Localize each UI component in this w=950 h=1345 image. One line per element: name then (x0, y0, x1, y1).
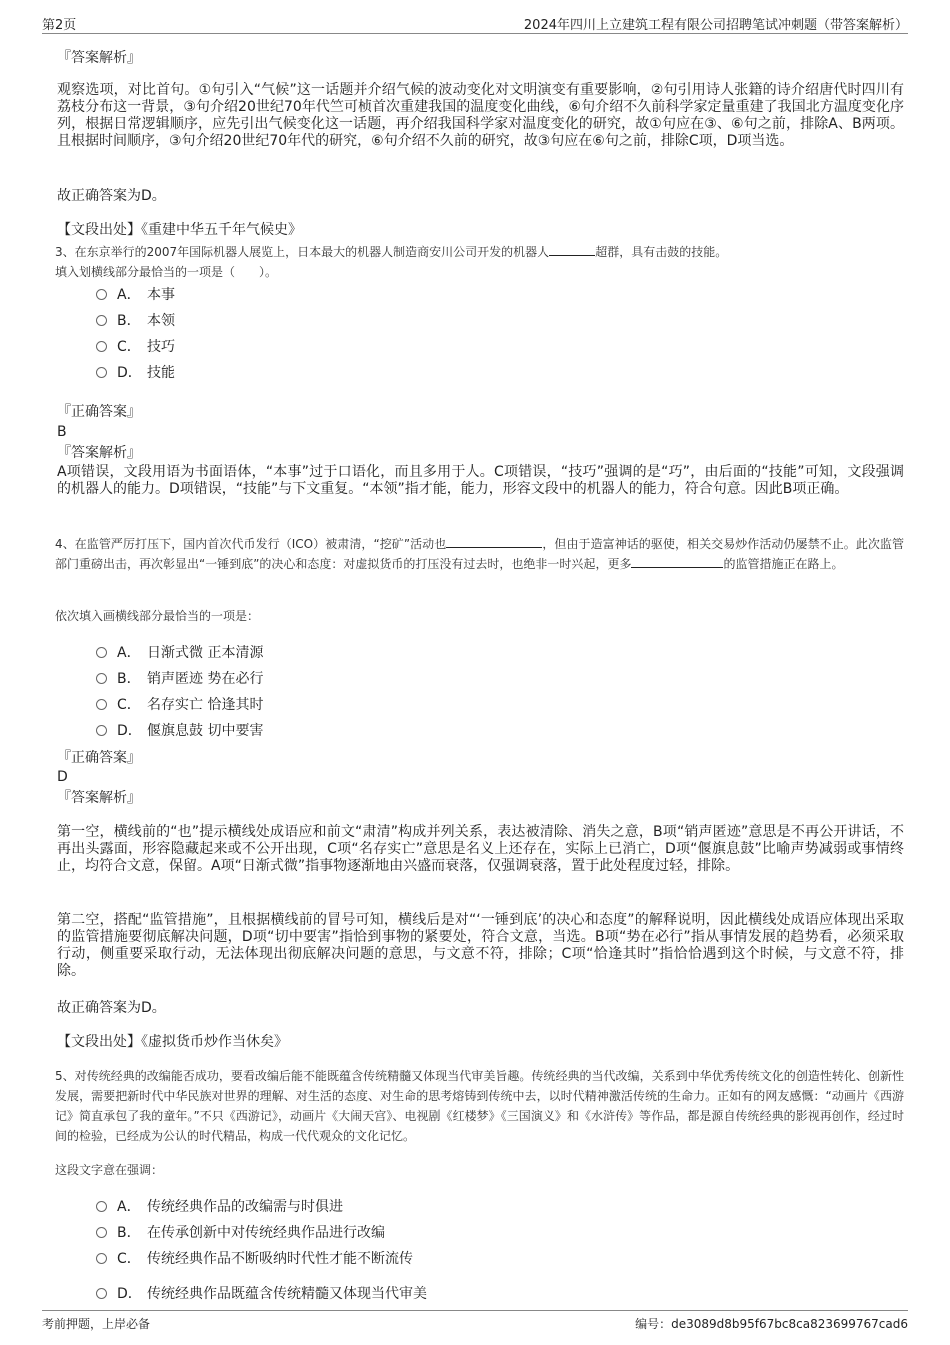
option-letter: B． (117, 671, 141, 687)
option-letter: D． (117, 1286, 142, 1302)
q4-stem-part2: ，但由于造富神话的驱使，相关交易炒作活动仍屡禁不止。此次监管部门重磅出击，再次彰显出“一锤到底”的决心和态度：对虚拟货币的打压没有过去时，也绝非一时兴起，更多 (55, 537, 904, 571)
footer-slogan: 考前押题，上岸必备 (42, 1317, 151, 1331)
radio-icon[interactable] (96, 673, 107, 684)
option-letter: A． (117, 645, 141, 661)
q4-answer: D (57, 769, 68, 785)
q3-instruction: 填入划横线部分最恰当的一项是（ ）。 (55, 265, 278, 279)
q5-option-a[interactable] (96, 1198, 343, 1216)
option-text: 技巧 (147, 339, 175, 355)
document-title: 2024年四川上立建筑工程有限公司招聘笔试冲刺题（带答案解析） (523, 18, 908, 33)
q4-option-d[interactable] (96, 722, 263, 740)
radio-icon[interactable] (96, 647, 107, 658)
option-letter: B． (117, 1225, 141, 1241)
footer-code-value: de3089d8b95f67bc8ca823699767cad6 (671, 1317, 908, 1331)
q5-option-d[interactable] (96, 1285, 427, 1303)
q2-analysis-text: 观察选项，对比首句。①句引入“气候”这一话题并介绍气候的波动变化对文明演变有重要影响，②句引用诗人张籍的诗介绍唐代时四川有荔枝分布这一背景，③句介绍20世纪70年代竺可桢首次重建我国的温度变化曲线，⑥句介绍不久前科学家定量重建了我国北方温度变化序列，根据日常逻辑顺序，应先引出气候变化这一话题，再介绍我国科学家对温度变化的研究，故①句应在③、⑥句之前，排除A、B两项。且根据时间顺序，③句介绍20世纪70年代的研究，⑥句介绍不久前的研究，故③句应在⑥句之前，排除C项，D项当选。 (57, 82, 904, 149)
radio-icon[interactable] (96, 1201, 107, 1212)
option-letter: C． (117, 339, 141, 355)
q4-option-b[interactable] (96, 670, 263, 688)
q4-stem-part1: 4、在监管严厉打压下，国内首次代币发行（ICO）被肃清，“挖矿”活动也 (55, 537, 447, 551)
option-letter: D． (117, 365, 142, 381)
q3-stem-before: 3、在东京举行的2007年国际机器人展览上，日本最大的机器人制造商安川公司开发的机器人 (55, 245, 550, 259)
q4-blank-2 (631, 567, 723, 568)
page-footer (42, 1312, 908, 1330)
q2-source-prefix: 【文段出处】 (57, 222, 141, 238)
q4-source (57, 1034, 288, 1051)
q3-blank (549, 255, 595, 256)
option-text: 传统经典作品的改编需与时俱进 (147, 1199, 343, 1215)
q4-stem (55, 534, 904, 574)
option-text: 传统经典作品既蕴含传统精髓又体现当代审美 (147, 1286, 427, 1302)
q3-stem-after: 超群，具有击鼓的技能。 (595, 245, 728, 259)
q4-stem-part3: 的监管措施正在路上。 (723, 557, 844, 571)
page-number: 第2页 (42, 18, 77, 33)
q3-stem (55, 242, 904, 262)
q3-option-d[interactable] (96, 364, 175, 382)
q4-analysis-p2: 第二空，搭配“监管措施”，且根据横线前的冒号可知，横线后是对“‘一锤到底’的决心和态度”的解释说明，因此横线处成语应体现出采取的监管措施要彻底解决问题，D项“切中要害”指恰到事物的紧要处，符合文意，当选。B项“势在必行”指从事情发展的趋势看，必须采取行动，侧重要采取行动，无法体现出彻底解决问题的意思，与文意不符，排除；C项“恰逢其时”指恰恰遇到这个时候，与文意不符，排除。 (57, 912, 904, 979)
radio-icon[interactable] (96, 367, 107, 378)
q3-answer: B (57, 424, 67, 440)
q2-analysis-label: 『答案解析』 (57, 50, 141, 66)
option-text: 技能 (147, 365, 175, 381)
q5-instruction: 这段文字意在强调： (55, 1163, 164, 1177)
q5-stem: 5、对传统经典的改编能否成功，要看改编后能不能既蕴含传统精髓又体现当代审美旨趣。传统经典的当代改编，关系到中华优秀传统文化的创造性转化、创新性发展，需要把新时代中华民族对世界的理解、对生活的态度、对生命的思考熔铸到传统中去，以时代精神激活传统的生命力。正如有的网友感慨：“动画片《西游记》简直承包了我的童年。”不只《西游记》，动画片《大闹天宫》、电视剧《红楼梦》《三国演义》和《水浒传》等作品，都是源自传统经典的影视再创作，经过时间的检验，已经成为公认的时代精品，构成一代代观众的文化记忆。 (55, 1069, 904, 1143)
option-text: 本领 (147, 313, 175, 329)
q3-option-b[interactable] (96, 312, 175, 330)
option-letter: C． (117, 697, 141, 713)
q4-source-title: 《虚拟货币炒作当休矣》 (141, 1034, 288, 1050)
radio-icon[interactable] (96, 725, 107, 736)
q3-analysis-text: A项错误，文段用语为书面语体，“本事”过于口语化，而且多用于人。C项错误，“技巧”强调的是“巧”，由后面的“技能”可知，文段强调的机器人的能力。D项错误，“技能”与下文重复。“本领”指才能，能力，形容文段中的机器人的能力，符合句意。因此B项正确。 (57, 464, 904, 497)
q4-conclusion: 故正确答案为D。 (57, 1000, 166, 1016)
q5-option-c[interactable] (96, 1250, 413, 1268)
radio-icon[interactable] (96, 1253, 107, 1264)
option-letter: D． (117, 723, 142, 739)
q3-answer-label: 『正确答案』 (57, 404, 141, 420)
q2-source (57, 222, 302, 239)
q3-analysis-label: 『答案解析』 (57, 445, 141, 461)
q4-option-a[interactable] (96, 644, 263, 662)
footer-divider (42, 1310, 908, 1311)
q4-instruction: 依次填入画横线部分最恰当的一项是： (55, 609, 260, 623)
radio-icon[interactable] (96, 699, 107, 710)
q3-option-c[interactable] (96, 338, 175, 356)
footer-code-label: 编号： (635, 1317, 672, 1331)
q4-analysis-p1: 第一空，横线前的“也”提示横线处成语应和前文“肃清”构成并列关系，表达被清除、消失之意，B项“销声匿迹”意思是不再公开讲话，不再出头露面，形容隐藏起来或不公开出现，C项“名存实亡”意思是名义上还存在，实际上已消亡，D项“偃旗息鼓”比喻声势减弱或事情终止，均符合文意，保留。A项“日渐式微”指事物逐渐地由兴盛而衰落，仅强调衰落，置于此处程度过轻，排除。 (57, 824, 904, 874)
q4-option-c[interactable] (96, 696, 263, 714)
option-letter: C． (117, 1251, 141, 1267)
q4-source-prefix: 【文段出处】 (57, 1034, 141, 1050)
q4-analysis-label: 『答案解析』 (57, 790, 141, 806)
radio-icon[interactable] (96, 315, 107, 326)
page-header (42, 10, 908, 33)
option-text: 名存实亡 恰逢其时 (147, 697, 264, 713)
header-divider (42, 33, 908, 34)
q2-source-title: 《重建中华五千年气候史》 (141, 222, 302, 238)
option-text: 销声匿迹 势在必行 (147, 671, 264, 687)
option-text: 偃旗息鼓 切中要害 (147, 723, 264, 739)
option-letter: A． (117, 287, 141, 303)
radio-icon[interactable] (96, 289, 107, 300)
footer-code (635, 1315, 908, 1332)
q4-answer-label: 『正确答案』 (57, 750, 141, 766)
radio-icon[interactable] (96, 1288, 107, 1299)
radio-icon[interactable] (96, 341, 107, 352)
option-letter: B． (117, 313, 141, 329)
q5-option-b[interactable] (96, 1224, 385, 1242)
q3-option-a[interactable] (96, 286, 175, 304)
radio-icon[interactable] (96, 1227, 107, 1238)
option-text: 在传承创新中对传统经典作品进行改编 (147, 1225, 385, 1241)
option-letter: A． (117, 1199, 141, 1215)
q4-blank-1 (446, 547, 542, 548)
option-text: 日渐式微 正本清源 (147, 645, 264, 661)
option-text: 本事 (147, 287, 175, 303)
option-text: 传统经典作品不断吸纳时代性才能不断流传 (147, 1251, 413, 1267)
q2-conclusion: 故正确答案为D。 (57, 188, 166, 204)
